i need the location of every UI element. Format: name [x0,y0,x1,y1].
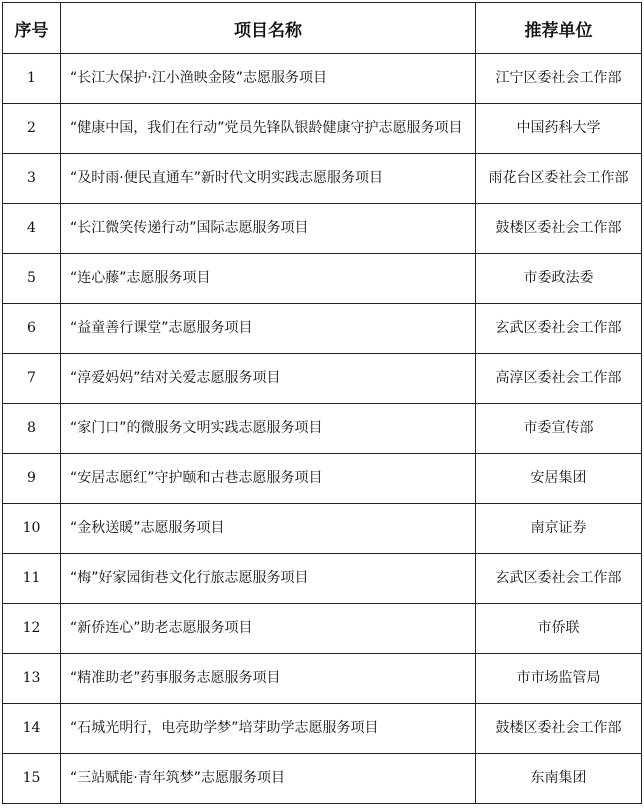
row-unit: 南京证券 [476,504,642,554]
row-project-name: “石城光明行，电亮助学梦”培芽助学志愿服务项目 [61,704,476,754]
row-index: 2 [3,104,61,154]
table-body [3,54,642,804]
row-unit: 中国药科大学 [476,104,642,154]
project-table [2,2,642,804]
table-row [3,54,642,104]
row-index: 14 [3,704,61,754]
row-project-name: “及时雨·便民直通车”新时代文明实践志愿服务项目 [61,154,476,204]
row-unit: 东南集团 [476,754,642,804]
row-project-name: “安居志愿红”守护颐和古巷志愿服务项目 [61,454,476,504]
row-unit: 玄武区委社会工作部 [476,554,642,604]
table-row [3,304,642,354]
table-row [3,754,642,804]
row-project-name: “三站赋能·青年筑梦”志愿服务项目 [61,754,476,804]
row-index: 9 [3,454,61,504]
row-project-name: “金秋送暖”志愿服务项目 [61,504,476,554]
table-row [3,704,642,754]
row-project-name: “益童善行课堂”志愿服务项目 [61,304,476,354]
row-unit: 市委政法委 [476,254,642,304]
row-unit: 鼓楼区委社会工作部 [476,704,642,754]
row-unit: 高淳区委社会工作部 [476,354,642,404]
table-row [3,154,642,204]
row-unit: 市侨联 [476,604,642,654]
header-index: 序号 [3,3,61,54]
table-row [3,104,642,154]
row-index: 4 [3,204,61,254]
table-row [3,354,642,404]
row-unit: 雨花台区委社会工作部 [476,154,642,204]
row-index: 8 [3,404,61,454]
header-recommending-unit: 推荐单位 [476,3,642,54]
table-row [3,604,642,654]
row-index: 15 [3,754,61,804]
row-project-name: “连心藤”志愿服务项目 [61,254,476,304]
table-row [3,404,642,454]
row-unit: 鼓楼区委社会工作部 [476,204,642,254]
row-unit: 玄武区委社会工作部 [476,304,642,354]
row-project-name: “长江大保护·江小渔映金陵”志愿服务项目 [61,54,476,104]
row-index: 11 [3,554,61,604]
row-index: 5 [3,254,61,304]
header-project-name: 项目名称 [61,3,476,54]
row-project-name: “健康中国，我们在行动”党员先锋队银龄健康守护志愿服务项目 [61,104,476,154]
row-project-name: “梅”好家园街巷文化行旅志愿服务项目 [61,554,476,604]
row-project-name: “家门口”的微服务文明实践志愿服务项目 [61,404,476,454]
row-unit: 市市场监管局 [476,654,642,704]
row-project-name: “精准助老”药事服务志愿服务项目 [61,654,476,704]
row-index: 12 [3,604,61,654]
table-row [3,504,642,554]
row-project-name: “淳爱妈妈”结对关爱志愿服务项目 [61,354,476,404]
row-index: 1 [3,54,61,104]
row-project-name: “新侨连心”助老志愿服务项目 [61,604,476,654]
table-row [3,554,642,604]
row-index: 7 [3,354,61,404]
row-index: 13 [3,654,61,704]
table-row [3,204,642,254]
header-row [3,3,642,54]
table-row [3,254,642,304]
table-row [3,654,642,704]
row-index: 10 [3,504,61,554]
row-unit: 安居集团 [476,454,642,504]
row-unit: 江宁区委社会工作部 [476,54,642,104]
row-unit: 市委宣传部 [476,404,642,454]
row-index: 3 [3,154,61,204]
row-project-name: “长江微笑传递行动”国际志愿服务项目 [61,204,476,254]
row-index: 6 [3,304,61,354]
table-row [3,454,642,504]
